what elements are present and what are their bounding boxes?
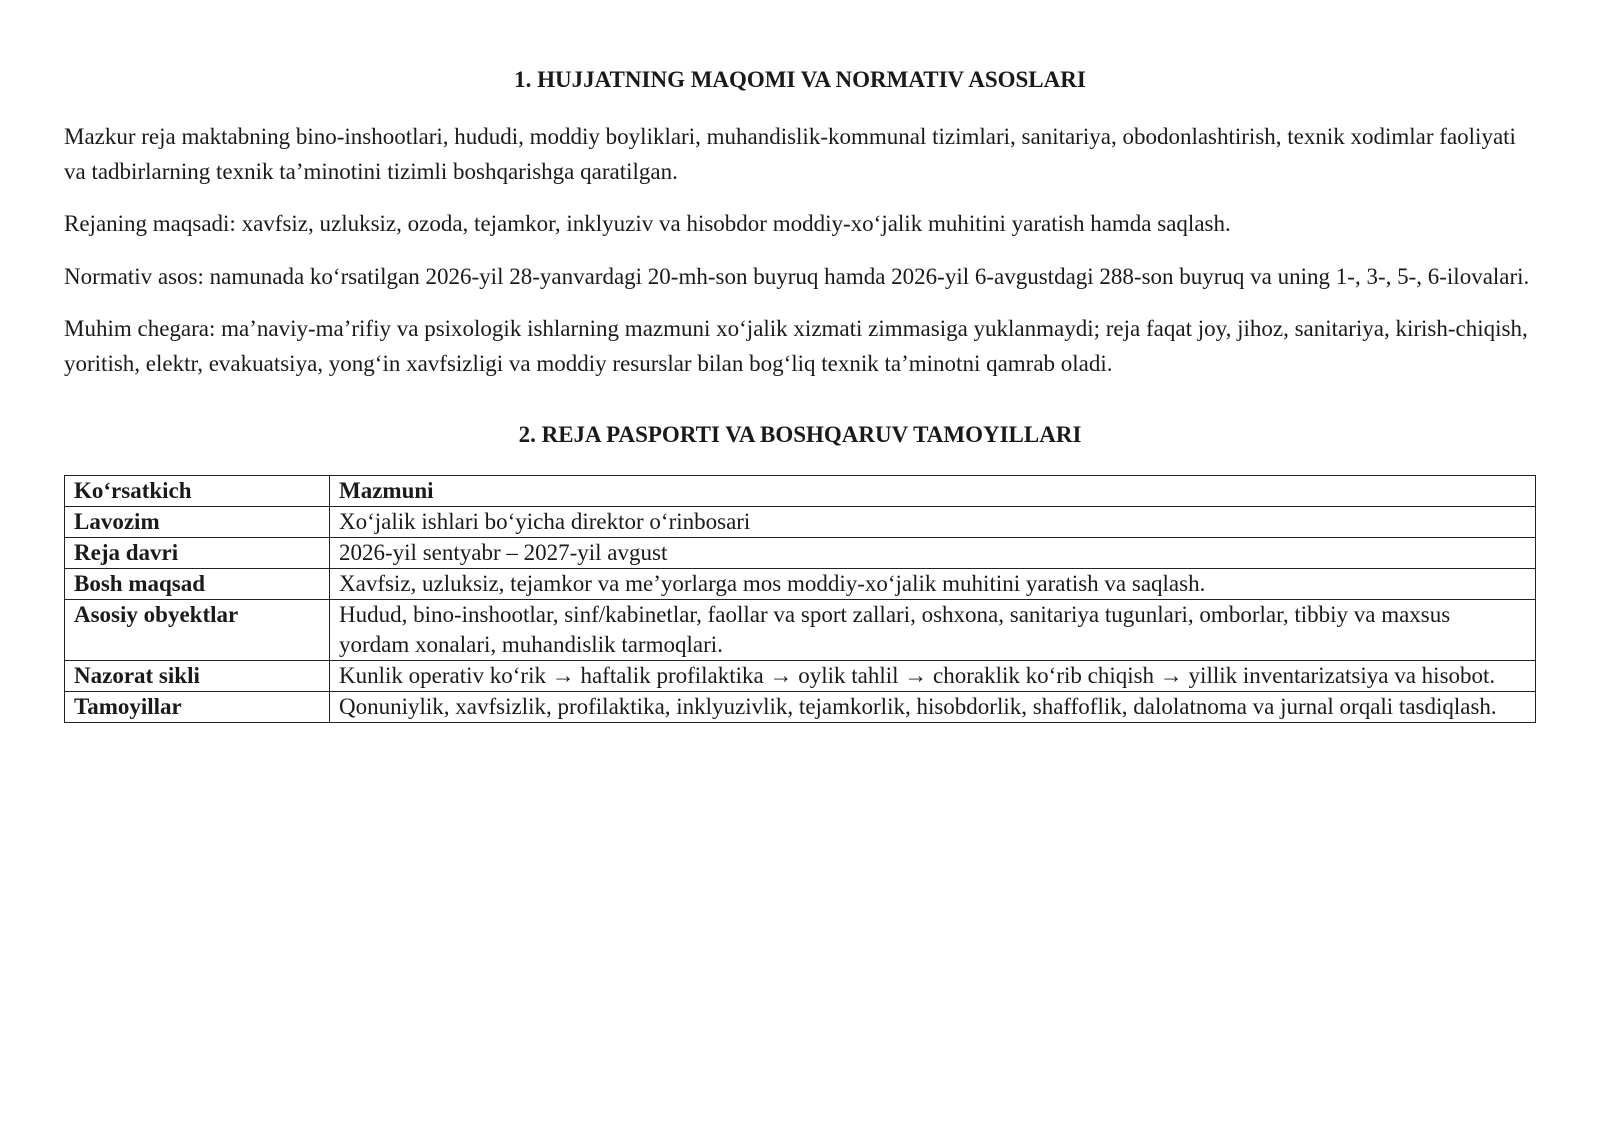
table-row <box>65 600 1536 661</box>
table-row <box>65 538 1536 569</box>
row-value-main-goal: Xavfsiz, uzluksiz, tejamkor va me’yorlarga mos moddiy-xo‘jalik muhitini yaratish va saqlash. <box>330 569 1536 600</box>
table-row <box>65 661 1536 692</box>
row-value-position: Xo‘jalik ishlari bo‘yicha direktor o‘rinbosari <box>330 507 1536 538</box>
row-value-main-objects: Hudud, bino-inshootlar, sinf/kabinetlar, faollar va sport zallari, oshxona, sanitariya tugunlari, omborlar, tibbiy va maxsus yordam xonalari, muhandislik tarmoqlari. <box>330 600 1536 661</box>
table-row <box>65 507 1536 538</box>
row-key-control-cycle: Nazorat sikli <box>65 661 330 692</box>
table-header-row <box>65 476 1536 507</box>
row-key-position: Lavozim <box>65 507 330 538</box>
section-2-title: 2. REJA PASPORTI VA BOSHQARUV TAMOYILLARI <box>518 422 1082 447</box>
row-value-principles: Qonuniylik, xavfsizlik, profilaktika, inklyuzivlik, tejamkorlik, hisobdorlik, shaffoflik, dalolatnoma va jurnal orqali tasdiqlash. <box>330 692 1536 723</box>
row-value-plan-period: 2026-yil sentyabr – 2027-yil avgust <box>330 538 1536 569</box>
column-header-indicator: Ko‘rsatkich <box>65 476 330 507</box>
row-key-main-goal: Bosh maqsad <box>65 569 330 600</box>
row-key-plan-period: Reja davri <box>65 538 330 569</box>
paragraph-goal: Rejaning maqsadi: xavfsiz, uzluksiz, ozoda, tejamkor, inklyuziv va hisobdor moddiy-xo‘jalik muhitini yaratish hamda saqlash. <box>64 211 1231 236</box>
paragraph-normative-basis: Normativ asos: namunada ko‘rsatilgan 2026-yil 28-yanvardagi 20-mh-son buyruq hamda 2026-yil 6-avgustdagi 288-son buyruq va uning 1-, 3-, 5-, 6-ilovalari. <box>64 263 1530 289</box>
row-value-control-cycle: Kunlik operativ ko‘rik → haftalik profilaktika → oylik tahlil → choraklik ko‘rib chiqish → yillik inventarizatsiya va hisobot. <box>330 661 1536 692</box>
paragraph-important-boundary: Muhim chegara: ma’naviy-ma’rifiy va psixologik ishlarning mazmuni xo‘jalik xizmati zimmasiga yuklanmaydi; reja faqat joy, jihoz, sanitariya, kirish-chiqish, yoritish, elektr, evakuatsiya, yong‘in xavfsizligi va moddiy resurslar bilan bog‘liq texnik ta’minotni qamrab oladi. <box>64 316 1528 376</box>
row-key-principles: Tamoyillar <box>65 692 330 723</box>
plan-passport-table <box>64 475 1536 723</box>
table-row <box>65 569 1536 600</box>
paragraph-scope: Mazkur reja maktabning bino-inshootlari, hududi, moddiy boyliklari, muhandislik-kommunal tizimlari, sanitariya, obodonlashtirish, texnik xodimlar faoliyati va tadbirlarning texnik ta’minotini tizimli boshqarishga qaratilgan. <box>64 124 1516 184</box>
table-row <box>65 692 1536 723</box>
column-header-content: Mazmuni <box>330 476 1536 507</box>
row-key-main-objects: Asosiy obyektlar <box>65 600 330 661</box>
section-1-title: 1. HUJJATNING MAQOMI VA NORMATIV ASOSLARI <box>514 67 1086 92</box>
